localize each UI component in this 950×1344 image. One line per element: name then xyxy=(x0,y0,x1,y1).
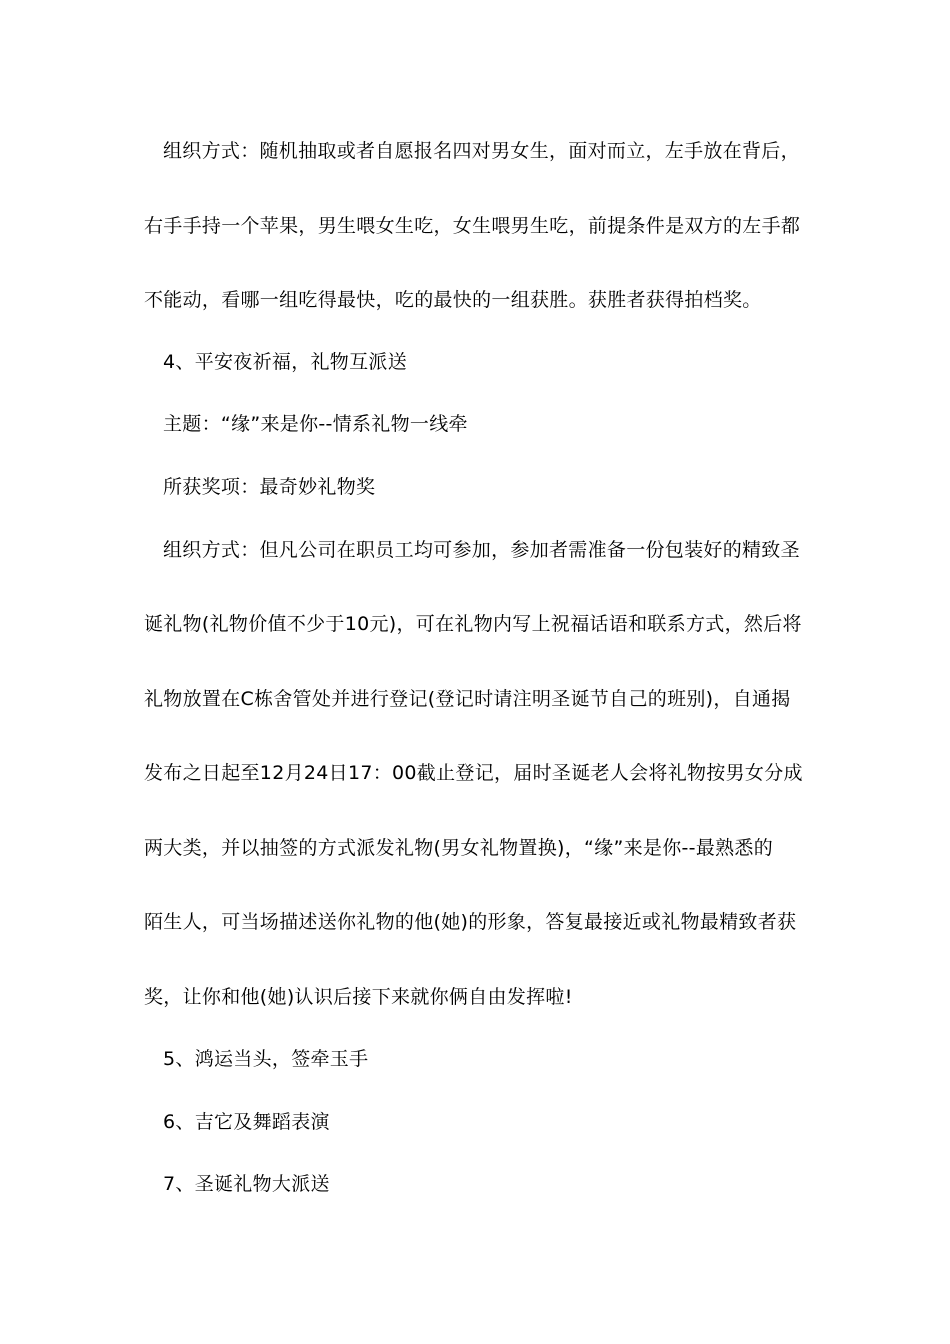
paragraph-line: 诞礼物(礼物价值不少于10元)，可在礼物内写上祝福话语和联系方式，然后将 xyxy=(144,613,802,635)
paragraph-line: 组织方式：随机抽取或者自愿报名四对男女生，面对而立，左手放在背后， xyxy=(163,140,800,162)
award-line: 所获奖项：最奇妙礼物奖 xyxy=(163,476,376,498)
paragraph-line: 不能动，看哪一组吃得最快，吃的最快的一组获胜。获胜者获得拍档奖。 xyxy=(144,289,762,311)
section-heading: 5、鸿运当头，签牵玉手 xyxy=(163,1048,369,1070)
paragraph-line: 礼物放置在C栋舍管处并进行登记(登记时请注明圣诞节自己的班别)，自通揭 xyxy=(144,688,791,710)
paragraph-line: 两大类，并以抽签的方式派发礼物(男女礼物置换)，“缘”来是你--最熟悉的 xyxy=(144,837,774,859)
paragraph-line: 右手手持一个苹果，男生喂女生吃，女生喂男生吃，前提条件是双方的左手都 xyxy=(144,215,801,237)
section-heading: 4、平安夜祈福，礼物互派送 xyxy=(163,351,407,373)
paragraph-line: 奖，让你和他(她)认识后接下来就你俩自由发挥啦! xyxy=(144,986,573,1008)
paragraph-line: 组织方式：但凡公司在职员工均可参加，参加者需准备一份包装好的精致圣 xyxy=(163,539,800,561)
section-heading: 6、吉它及舞蹈表演 xyxy=(163,1111,330,1133)
paragraph-line: 发布之日起至12月24日17：00截止登记，届时圣诞老人会将礼物按男女分成 xyxy=(144,762,803,784)
paragraph-line: 陌生人，可当场描述送你礼物的他(她)的形象，答复最接近或礼物最精致者获 xyxy=(144,911,797,933)
section-heading: 7、圣诞礼物大派送 xyxy=(163,1173,330,1195)
theme-line: 主题：“缘”来是你--情系礼物一线牵 xyxy=(163,413,468,435)
